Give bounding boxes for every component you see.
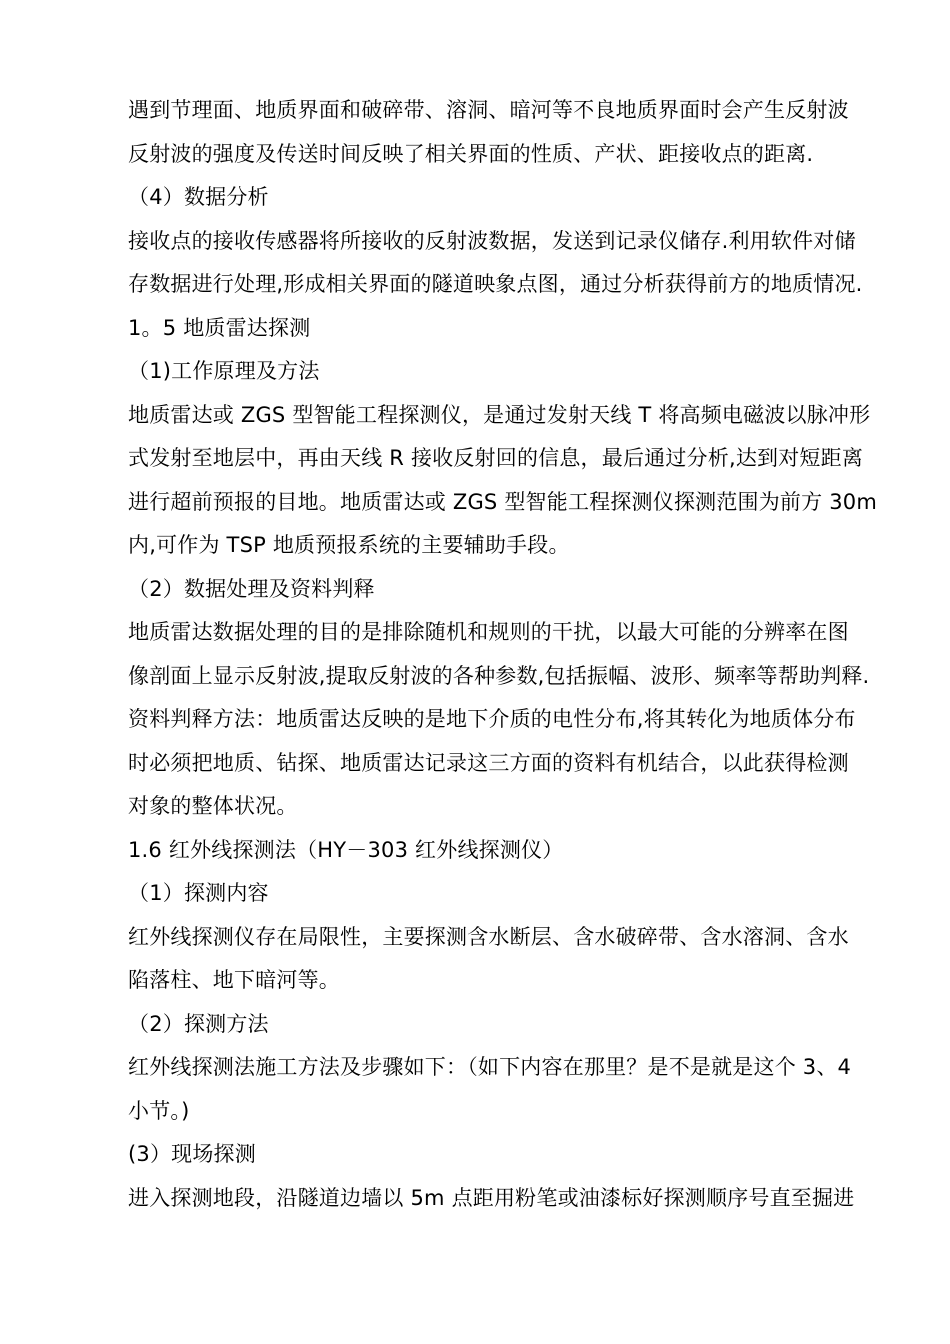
paragraph-line: 式发射至地层中，再由天线 R 接收反射回的信息，最后通过分析,达到对短距离 [128,446,864,470]
subsection-heading: （2）数据处理及资料判释 [128,577,375,601]
paragraph-line: 资料判释方法：地质雷达反映的是地下介质的电性分布,将其转化为地质体分布 [128,707,856,731]
paragraph-line: 红外线探测仪存在局限性，主要探测含水断层、含水破碎带、含水溶洞、含水 [128,925,849,949]
section-heading: （4）数据分析 [128,185,269,209]
section-heading: 1.6 红外线探测法（HY－303 红外线探测仪） [128,838,564,862]
paragraph-line: 陷落柱、地下暗河等。 [128,968,340,992]
paragraph-line: 反射波的强度及传送时间反映了相关界面的性质、产状、距接收点的距离. [128,142,814,166]
paragraph-line: 进入探测地段，沿隧道边墙以 5m 点距用粉笔或油漆标好探测顺序号直至掘进 [128,1186,855,1210]
paragraph-line: 接收点的接收传感器将所接收的反射波数据，发送到记录仪储存.利用软件对储 [128,229,856,253]
subsection-heading: （2）探测方法 [128,1012,269,1036]
paragraph-line: 地质雷达数据处理的目的是排除随机和规则的干扰，以最大可能的分辨率在图 [128,620,849,644]
paragraph-line: 遇到节理面、地质界面和破碎带、溶洞、暗河等不良地质界面时会产生反射波 [128,98,849,122]
paragraph-line: 小节。) [128,1099,190,1123]
section-heading: 1。5 地质雷达探测 [128,316,311,340]
paragraph-line: 内,可作为 TSP 地质预报系统的主要辅助手段。 [128,533,570,557]
subsection-heading: （1)工作原理及方法 [128,359,320,383]
subsection-heading: （1）探测内容 [128,881,269,905]
paragraph-line: 进行超前预报的目地。地质雷达或 ZGS 型智能工程探测仪探测范围为前方 30m [128,490,877,514]
paragraph-line: 地质雷达或 ZGS 型智能工程探测仪，是通过发射天线 T 将高频电磁波以脉冲形 [128,403,871,427]
paragraph-line: 存数据进行处理,形成相关界面的隧道映象点图，通过分析获得前方的地质情况. [128,272,863,296]
paragraph-line: 时必须把地质、钻探、地质雷达记录这三方面的资料有机结合，以此获得检测 [128,751,849,775]
paragraph-line: 对象的整体状况。 [128,794,298,818]
paragraph-line: 像剖面上显示反射波,提取反射波的各种参数,包括振幅、波形、频率等帮助判释. [128,664,870,688]
subsection-heading: (3）现场探测 [128,1142,256,1166]
paragraph-line: 红外线探测法施工方法及步骤如下：（如下内容在那里？是不是就是这个 3、4 [128,1055,852,1079]
